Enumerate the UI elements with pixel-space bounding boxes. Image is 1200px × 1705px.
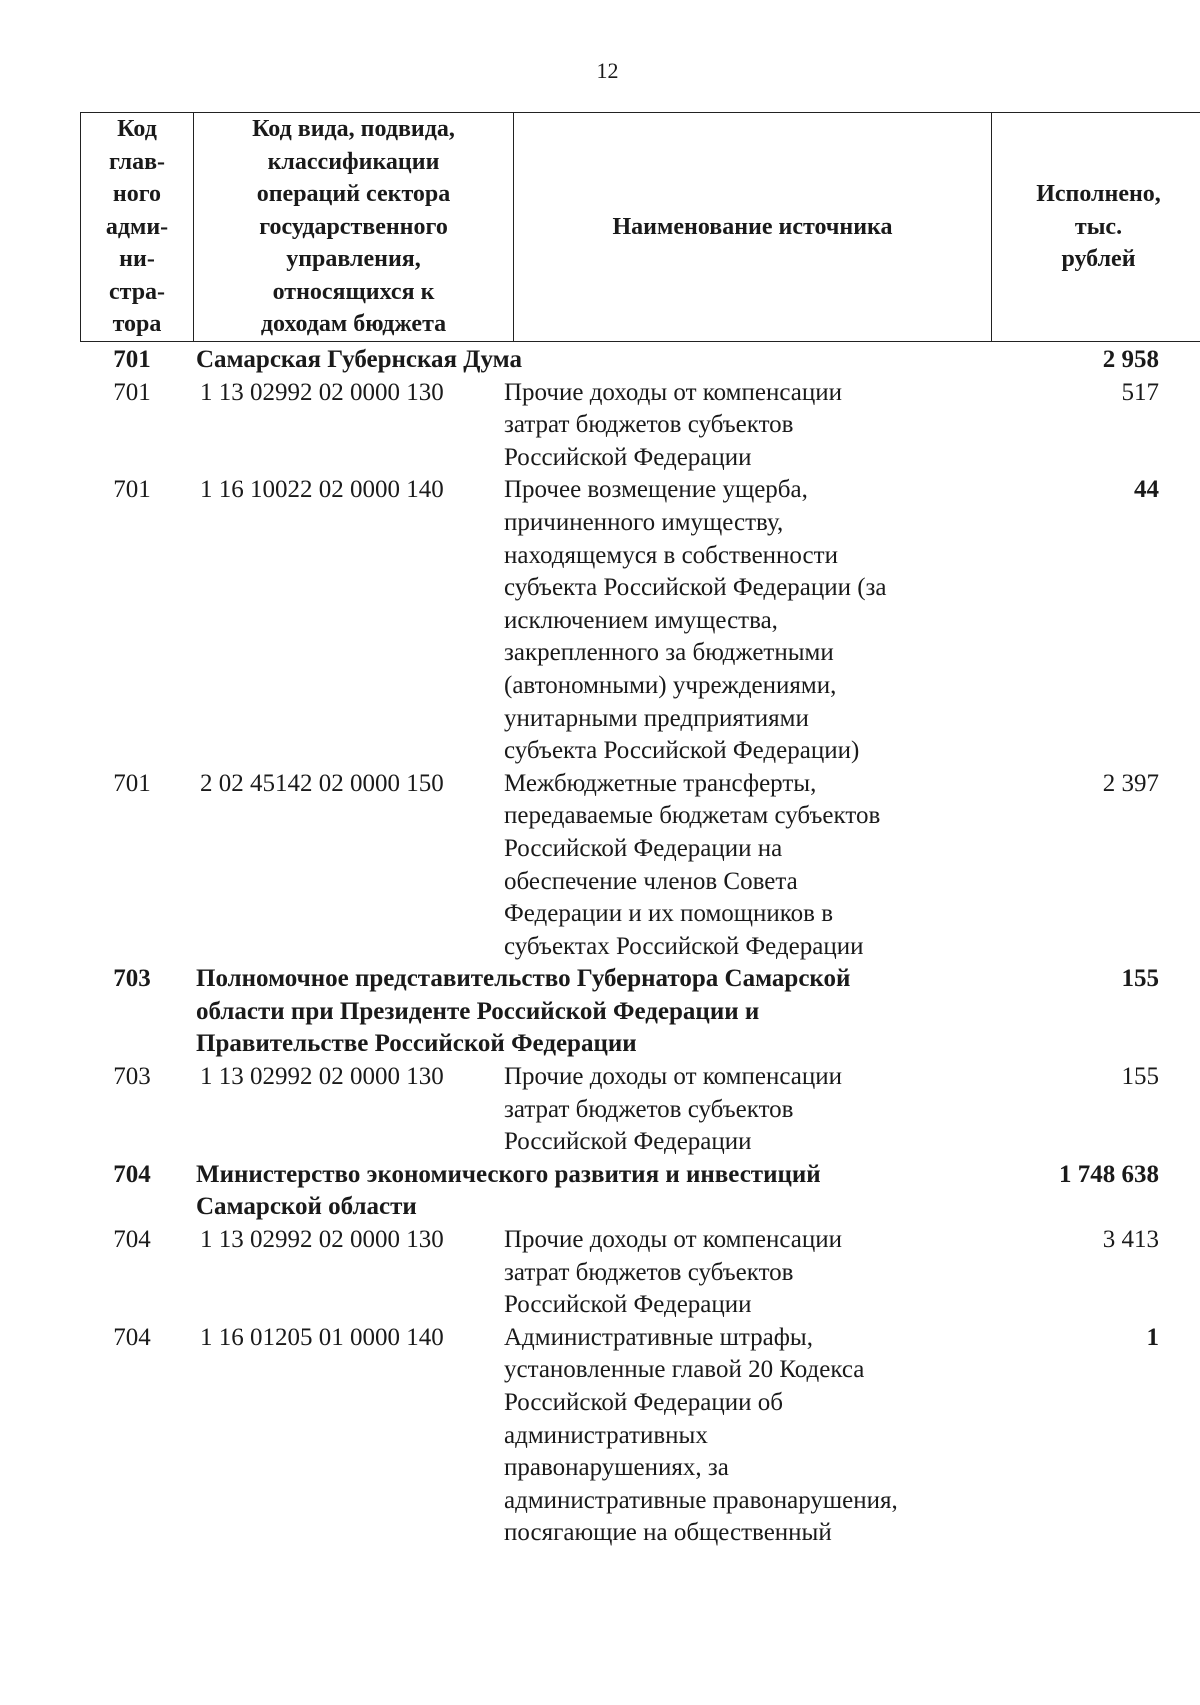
section-title-line: области при Президенте Российской Федерации и xyxy=(196,997,760,1025)
amount: 155 xyxy=(1121,965,1159,993)
amount: 44 xyxy=(1134,476,1159,504)
admin-code: 703 xyxy=(113,1063,151,1091)
amount: 2 958 xyxy=(1102,346,1159,373)
section-row xyxy=(80,963,1169,1061)
source-name xyxy=(504,1224,974,1322)
header-income-code-line: Код вида, подвида, xyxy=(252,116,455,143)
section-title-line: Полномочное представительство Губернатора Самарской xyxy=(196,965,851,993)
table-row xyxy=(80,768,1169,964)
source-name-line: передаваемые бюджетам субъектов xyxy=(504,802,881,830)
header-amount-line: рублей xyxy=(1061,246,1136,273)
source-name xyxy=(504,377,974,475)
source-name-line: Прочие доходы от компенсации xyxy=(504,1226,842,1254)
source-name-line: субъектах Российской Федерации xyxy=(504,932,864,960)
header-income-code-line: доходам бюджета xyxy=(260,311,447,338)
source-name-line: Межбюджетные трансферты, xyxy=(504,769,817,797)
admin-code: 701 xyxy=(113,769,151,797)
amount: 3 413 xyxy=(1102,1226,1159,1254)
amount: 2 397 xyxy=(1102,769,1159,797)
source-name-line: административные правонарушения, xyxy=(504,1486,898,1514)
section-title-line: Правительстве Российской Федерации xyxy=(196,1030,637,1058)
table-row xyxy=(80,1061,1169,1159)
header-amount-line: Исполнено, xyxy=(1036,181,1161,208)
income-code: 1 13 02992 02 0000 130 xyxy=(200,378,444,406)
source-name-line: причиненного имуществу, xyxy=(504,508,784,536)
header-admin-code-line: адми- xyxy=(105,213,169,240)
source-name-line: Прочие доходы от компенсации xyxy=(504,378,842,406)
source-name-line: Административные штрафы, xyxy=(504,1323,813,1351)
source-name-line: унитарными предприятиями xyxy=(504,704,809,732)
table-row xyxy=(80,1322,1169,1550)
source-name-line: правонарушениях, за xyxy=(504,1454,729,1482)
section-title xyxy=(196,344,976,377)
section-title-line: Министерство экономического развития и инвестиций xyxy=(196,1160,821,1188)
source-name xyxy=(504,474,974,767)
source-name xyxy=(504,1061,974,1159)
table-header xyxy=(80,112,1200,342)
source-name-line: Российской Федерации xyxy=(504,1291,752,1319)
source-name-line: субъекта Российской Федерации) xyxy=(504,737,860,765)
section-title xyxy=(196,963,976,1061)
admin-code: 704 xyxy=(113,1160,151,1188)
section-title xyxy=(196,1159,976,1224)
table-row xyxy=(80,474,1169,767)
source-name xyxy=(504,1322,974,1550)
income-code: 1 13 02992 02 0000 130 xyxy=(200,1063,444,1091)
source-name-line: затрат бюджетов субъектов xyxy=(504,1258,794,1286)
header-amount-line: тыс. xyxy=(1074,213,1123,240)
source-name-line: затрат бюджетов субъектов xyxy=(504,1095,794,1123)
source-name-line: обеспечение членов Совета xyxy=(504,867,798,895)
source-name-line: закрепленного за бюджетными xyxy=(504,639,834,667)
source-name-line: (автономными) учреждениями, xyxy=(504,671,837,699)
source-name-line: Российской Федерации об xyxy=(504,1389,783,1416)
admin-code: 701 xyxy=(113,378,151,406)
header-admin-code xyxy=(81,113,194,342)
admin-code: 704 xyxy=(113,1226,151,1254)
source-name-line: затрат бюджетов субъектов xyxy=(504,411,794,439)
page-number: 12 xyxy=(596,58,619,83)
amount: 1 xyxy=(1146,1323,1159,1351)
source-name-line: Российской Федерации xyxy=(504,1128,752,1156)
header-admin-code-line: тора xyxy=(112,311,162,338)
source-name-line: находящемуся в собственности xyxy=(504,541,838,569)
table-row xyxy=(80,377,1169,475)
section-title-line: Самарской области xyxy=(196,1193,417,1221)
source-name-line: Российской Федерации на xyxy=(504,834,783,862)
header-admin-code-line: Код xyxy=(117,116,157,143)
source-name xyxy=(504,768,974,964)
income-code: 1 13 02992 02 0000 130 xyxy=(200,1226,444,1254)
income-code: 1 16 10022 02 0000 140 xyxy=(200,476,444,504)
source-name-line: исключением имущества, xyxy=(504,606,778,634)
header-admin-code-line: ни- xyxy=(119,246,155,273)
header-admin-code-line: ного xyxy=(112,181,162,208)
source-name-line: установленные главой 20 Кодекса xyxy=(504,1356,865,1384)
header-admin-code-line: стра- xyxy=(108,278,166,305)
amount: 517 xyxy=(1121,378,1159,406)
source-name-line: Российской Федерации xyxy=(504,443,752,471)
header-income-code-line: классификации xyxy=(267,148,440,175)
header-income-code-line: государственного xyxy=(259,213,448,240)
amount: 1 748 638 xyxy=(1059,1160,1159,1188)
header-income-code xyxy=(194,113,514,342)
section-row xyxy=(80,1159,1169,1224)
source-name-line: субъекта Российской Федерации (за xyxy=(504,574,887,602)
section-title-line: Самарская Губернская Дума xyxy=(196,346,523,373)
source-name-line: Федерации и их помощников в xyxy=(504,900,834,928)
header-admin-code-line: глав- xyxy=(108,148,166,175)
source-name-line: Прочее возмещение ущерба, xyxy=(504,476,808,504)
income-code: 1 16 01205 01 0000 140 xyxy=(200,1323,444,1351)
header-amount xyxy=(992,113,1200,342)
header-source-name: Наименование источника xyxy=(514,113,992,342)
source-name-line: посягающие на общественный xyxy=(504,1519,832,1547)
admin-code: 704 xyxy=(113,1323,151,1351)
income-code: 2 02 45142 02 0000 150 xyxy=(200,769,444,797)
header-income-code-line: относящихся к xyxy=(272,278,435,305)
table-row xyxy=(80,1224,1169,1322)
admin-code: 701 xyxy=(113,346,151,373)
admin-code: 703 xyxy=(113,965,151,993)
amount: 155 xyxy=(1121,1063,1159,1091)
admin-code: 701 xyxy=(113,476,151,504)
table-body xyxy=(80,344,1169,1550)
header-income-code-line: операций сектора xyxy=(256,181,451,208)
section-row xyxy=(80,344,1169,377)
source-name-line: Прочие доходы от компенсации xyxy=(504,1063,842,1091)
source-name-line: административных xyxy=(504,1421,708,1449)
header-income-code-line: управления, xyxy=(286,246,421,273)
